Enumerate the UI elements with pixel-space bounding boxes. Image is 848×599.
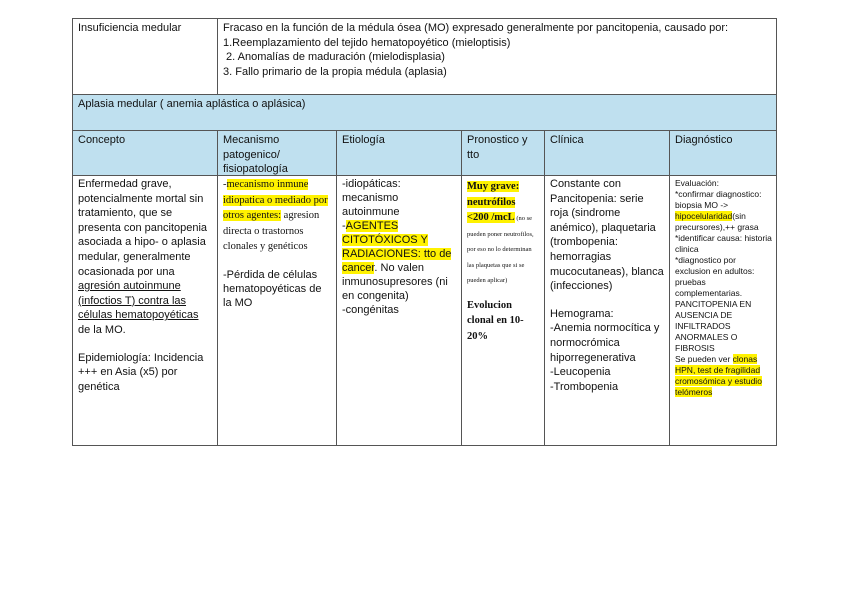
insuficiencia-label: Insuficiencia medular	[78, 22, 182, 34]
clinica-cell	[544, 175, 670, 446]
diagnostico-pancitopenia: PANCITOPENIA EN AUSENCIA DE INFILTRADOS ANORMALES O FIBROSIS	[675, 299, 752, 353]
mecanismo-highlight: mecanismo inmune idiopatica o mediado por otros agentes:	[223, 179, 328, 221]
clinica-pancitopenia: Constante con Pancitopenia: serie roja (sindrome anémico), plaquetaria (trombopenia: hemorragias mucocutaneas), blanca (infecciones)	[550, 178, 664, 293]
concepto-text: Enfermedad grave, potencialmente mortal sin tratamiento, que se presenta con pancitopenia asociada a hipo- o aplasia medular, generalmente ocasionada por una	[78, 178, 208, 278]
concepto-cell	[72, 175, 218, 446]
header-pronostico-label: Pronostico y tto	[467, 134, 528, 161]
header-mecanismo	[217, 130, 337, 176]
diagnostico-evaluacion: Evaluación:	[675, 178, 719, 188]
header-pronostico	[461, 130, 545, 176]
mecanismo-cell	[217, 175, 337, 446]
aplasia-title-row	[72, 94, 777, 131]
clinica-item-leucopenia: -Leucopenia	[550, 366, 611, 379]
etiologia-rest: . No valen inmunosupresores (ni en congenita)	[342, 262, 448, 302]
clinica-hemograma: Hemograma:	[550, 307, 614, 320]
diagnostico-clonas-highlight: clonas HPN, test de fragilidad cromosómica y estudio telómeros	[675, 354, 762, 397]
insuficiencia-item-3: 3. Fallo primario de la propia médula (aplasia)	[223, 65, 447, 78]
diagnostico-hipocelularidad: hipocelularidad	[675, 211, 733, 221]
diagnostico-cell	[669, 175, 777, 446]
pronostico-cell	[461, 175, 545, 446]
concepto-autoinmune-link: agresión autoinmune (infoctios T) contra las células hematopoyéticas	[78, 280, 199, 322]
etiologia-dash: -	[342, 220, 346, 232]
diagnostico-sin-precursores: (sin precursores),++ grasa	[675, 211, 759, 232]
etiologia-agentes-highlight: AGENTES CITOTÓXICOS Y RADIACIONES: tto de cancer	[342, 220, 452, 274]
clinica-item-trombopenia: -Trombopenia	[550, 380, 619, 393]
header-diagnostico	[669, 130, 777, 176]
concepto-epidemiologia: Epidemiología: Incidencia +++ en Asia (x5) por genética	[78, 351, 204, 393]
clinica-item-anemia: -Anemia normocítica y normocrómica hiporregenerativa	[550, 322, 660, 364]
header-clinica	[544, 130, 670, 176]
insuficiencia-item-2: 2. Anomalías de maduración (mielodisplasia)	[223, 51, 445, 63]
concepto-text-end: de la MO.	[78, 323, 126, 336]
header-concepto	[72, 130, 218, 176]
header-diagnostico-label: Diagnóstico	[675, 134, 733, 146]
diagnostico-exclusion: *diagnostico por exclusion en adultos: pruebas complementarias.	[675, 255, 755, 298]
header-clinica-label: Clínica	[550, 134, 584, 146]
etiologia-idiopaticas: -idiopáticas: mecanismo autoinmune	[342, 178, 401, 218]
header-etiologia-label: Etiología	[342, 134, 385, 146]
pronostico-evolucion: Evolucion clonal en 10-20%	[467, 299, 524, 342]
diagnostico-confirmar: *confirmar diagnostico: biopsia MO ->	[675, 189, 762, 210]
header-mecanismo-label: Mecanismo patogenico/ fisiopatología	[223, 134, 288, 175]
header-etiologia	[336, 130, 462, 176]
mecanismo-rest: agresion directa o trastornos clonales y genéticos	[223, 210, 320, 252]
aplasia-title: Aplasia medular ( anemia aplástica o aplásica)	[78, 98, 306, 110]
etiologia-congenitas: -congénitas	[342, 304, 399, 316]
diagnostico-identificar: *identificar causa: historia clinica	[675, 233, 772, 254]
mecanismo-perdida: -Pérdida de células hematopoyéticas de la MO	[223, 268, 322, 309]
insuficiencia-definition	[217, 18, 777, 95]
diagnostico-se-pueden: Se pueden ver	[675, 354, 733, 364]
etiologia-cell	[336, 175, 462, 446]
insuficiencia-intro: Fracaso en la función de la médula ósea (MO) expresado generalmente por pancitopenia, causado por:	[223, 22, 729, 34]
pronostico-highlight: Muy grave: neutrófilos <200 /mcL	[467, 181, 520, 223]
mecanismo-dash: -	[223, 179, 227, 190]
row-label-insuficiencia	[72, 18, 218, 95]
header-concepto-label: Concepto	[78, 134, 126, 146]
insuficiencia-item-1: 1.Reemplazamiento del tejido hematopoyético (mieloptisis)	[223, 36, 511, 49]
pronostico-note: (no se pueden poner neutrofilos, por eso no lo determinan las plaquetas que si se pueden aplicar)	[467, 215, 534, 284]
